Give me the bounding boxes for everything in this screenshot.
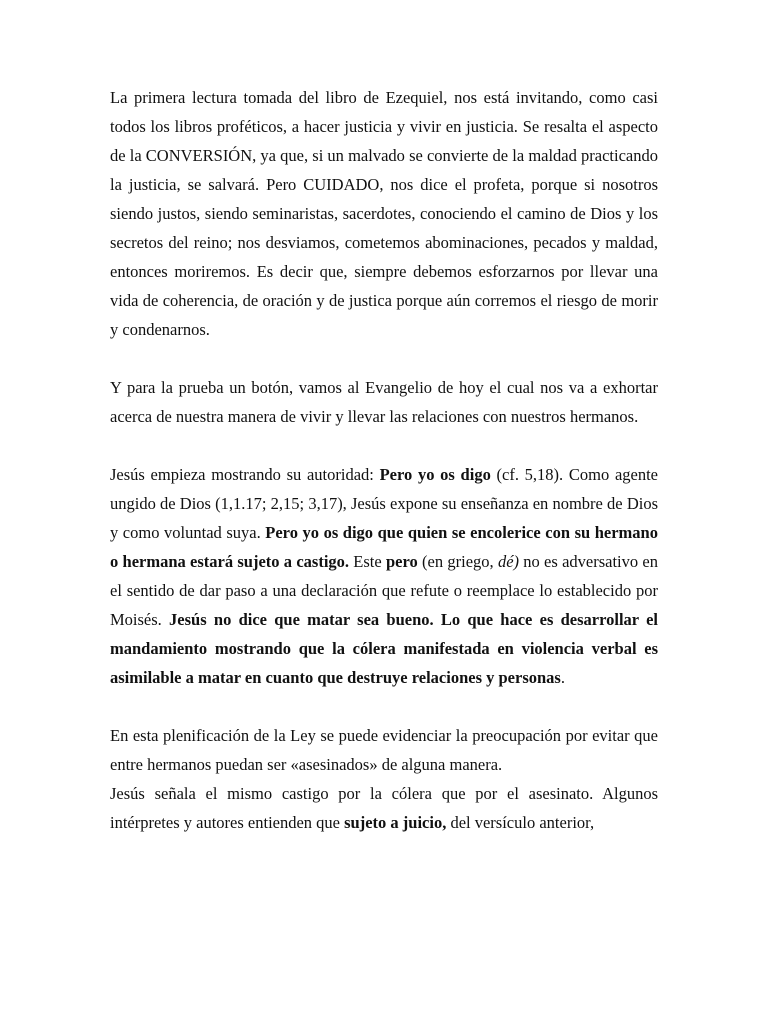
text-run: (en griego, <box>417 552 498 571</box>
paragraph-p5 <box>110 779 658 837</box>
text-run: Este <box>349 552 386 571</box>
text-run: del versículo anterior, <box>446 813 595 832</box>
paragraph-spacer <box>110 431 658 460</box>
paragraph-p3 <box>110 460 658 692</box>
text-run: no es adversativo en el sentido de dar paso a una declaración que refute o reemplace lo establecido por Moisés. <box>110 552 658 629</box>
bold-text-run: sujeto a juicio, <box>344 813 447 832</box>
bold-text-run: Pero yo os digo que quien se encolerice con su hermano o hermana estará sujeto a castigo. <box>110 523 658 571</box>
text-run: Jesús señala el mismo castigo por la cólera que por el asesinato. Algunos intérpretes y autores entienden que <box>110 784 658 832</box>
paragraph-spacer <box>110 692 658 721</box>
text-run: Jesús empieza mostrando su autoridad: <box>110 465 380 484</box>
italic-text-run: dé) <box>497 552 520 571</box>
bold-text-run: Jesús no dice que matar sea bueno. Lo que hace es desarrollar el mandamiento mostrando que la cólera manifestada en violencia verbal es asimilable a matar en cuanto que destruye relaciones y personas <box>110 610 658 687</box>
paragraph-p4 <box>110 721 658 779</box>
paragraph-p2 <box>110 373 658 431</box>
paragraph-spacer <box>110 344 658 373</box>
bold-text-run: pero <box>385 552 418 571</box>
document-page <box>110 83 658 837</box>
text-run: (cf. 5,18). Como agente ungido de Dios (1,1.17; 2,15; 3,17), Jesús expone su enseñanza en nombre de Dios y como voluntad suya. <box>110 465 658 542</box>
text-run: . <box>560 668 565 687</box>
text-run: Y para la prueba un botón, vamos al Evangelio de hoy el cual nos va a exhortar acerca de nuestra manera de vivir y llevar las relaciones con nuestros hermanos. <box>110 378 658 426</box>
text-run: La primera lectura tomada del libro de Ezequiel, nos está invitando, como casi todos los libros proféticos, a hacer justicia y vivir en justicia. Se resalta el aspecto de la CONVERSIÓN, ya que, si un malvado se convierte de la maldad practicando la justicia, se salvará. Pero CUIDADO, nos dice el profeta, porque si nosotros siendo justos, siendo seminaristas, sacerdotes, conociendo el camino de Dios y los secretos del reino; nos desviamos, cometemos abominaciones, pecados y maldad, entonces moriremos. Es decir que, siempre debemos esforzarnos por llevar una vida de coherencia, de oración y de justica porque aún corremos el riesgo de morir y condenarnos. <box>110 88 658 339</box>
document-body <box>110 83 658 837</box>
text-run: En esta plenificación de la Ley se puede evidenciar la preocupación por evitar que entre hermanos puedan ser «asesinados» de alguna manera. <box>110 726 658 774</box>
bold-text-run: Pero yo os digo <box>379 465 491 484</box>
paragraph-p1 <box>110 83 658 344</box>
